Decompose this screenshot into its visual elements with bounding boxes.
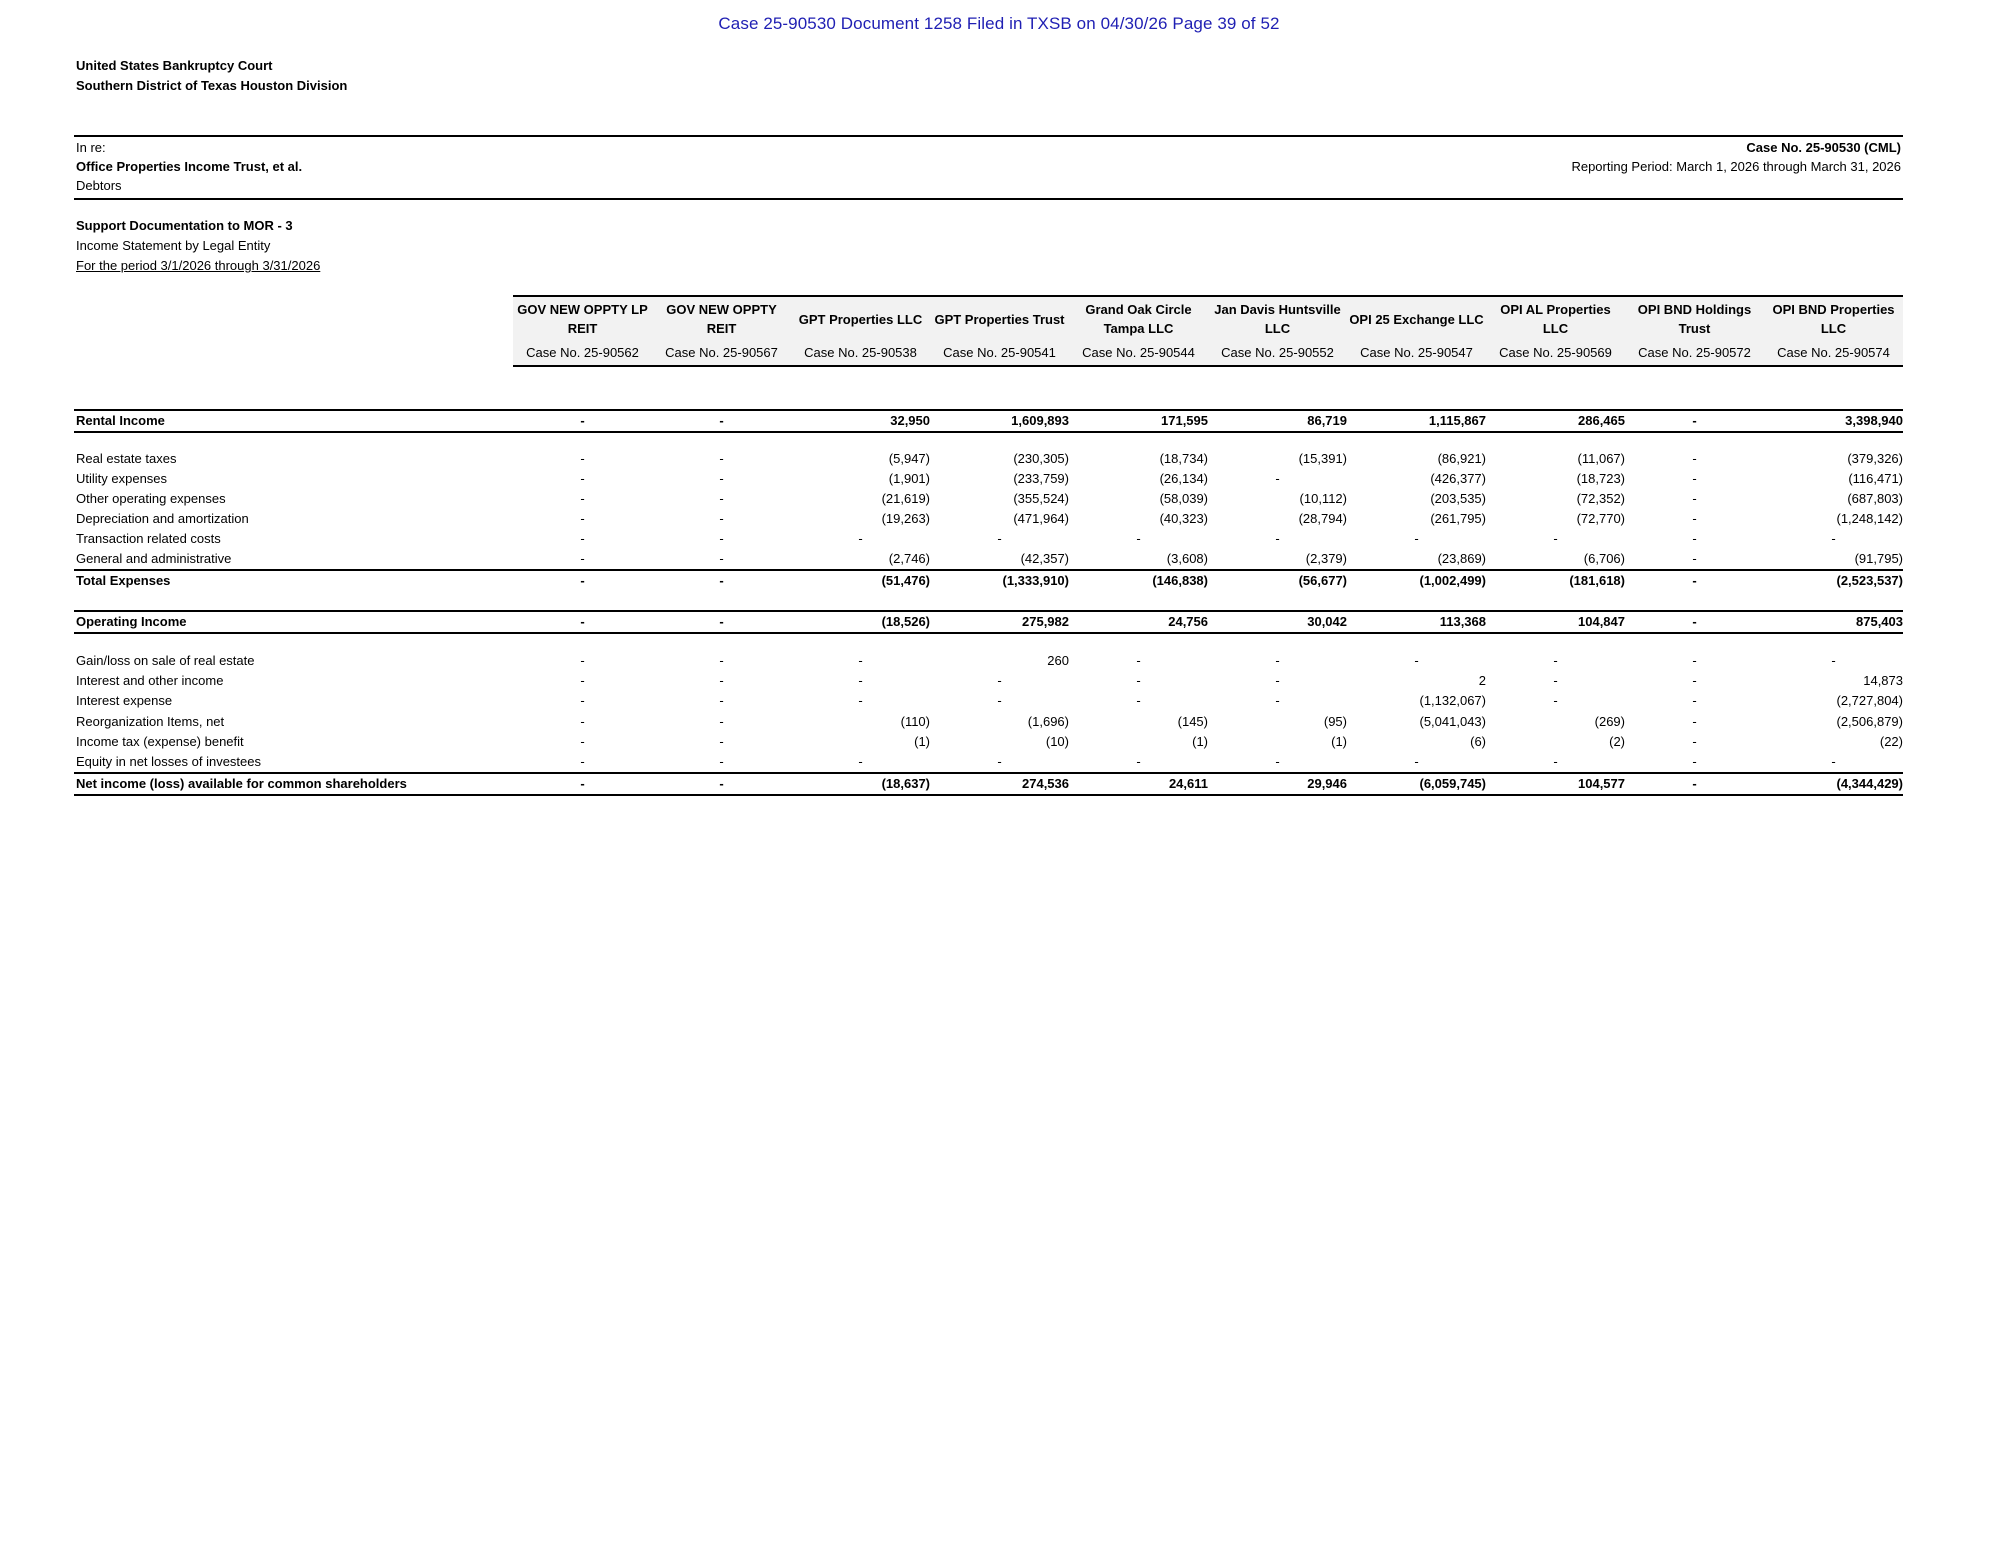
table-cell: (203,535) [1430,491,1486,506]
entity-name: OPI BND Holdings Trust [1637,302,1752,336]
support-subtitle: Income Statement by Legal Entity [76,238,271,253]
table-cell: (2,379) [1305,551,1347,566]
column-header [1208,297,1347,365]
entity-name: GPT Properties Trust [934,311,1065,327]
support-title: Support Documentation to MOR - 3 [76,218,293,233]
entity-name: GOV NEW OPPTY REIT [666,302,777,336]
table-cell: - [580,776,585,791]
table-row [74,671,1903,691]
entity-case-number: Case No. 25-90572 [1638,345,1751,360]
table-cell: (21,619) [881,491,930,506]
table-row [74,732,1903,752]
table-cell: 274,536 [1022,776,1069,791]
entity-case-number: Case No. 25-90562 [526,345,639,360]
in-re-block [74,135,1903,200]
table-cell: - [719,573,724,588]
table-cell: - [1692,734,1697,749]
table-cell: (2,523,537) [1836,573,1903,588]
entity-name: OPI AL Properties LLC [1500,302,1611,336]
column-header [1069,297,1208,365]
entity-case-number: Case No. 25-90574 [1777,345,1890,360]
entity-case-number: Case No. 25-90567 [665,345,778,360]
table-cell: - [1692,653,1697,668]
table-cell: (3,608) [1166,551,1208,566]
table-cell: - [580,693,585,708]
table-cell: (1,696) [1027,714,1069,729]
table-cell: - [580,573,585,588]
column-header [791,297,930,365]
court-name: United States Bankruptcy Court [76,58,273,73]
table-row [74,509,1903,529]
row-label: Total Expenses [76,573,171,588]
table-cell: 1,115,867 [1428,413,1486,428]
table-cell: (1) [914,734,930,749]
column-header [1347,297,1486,365]
table-cell: 275,982 [1022,614,1069,629]
table-cell: (72,352) [1576,491,1625,506]
table-cell: (2,746) [888,551,930,566]
row-label: Other operating expenses [76,491,226,506]
table-cell: (379,326) [1847,451,1903,466]
table-cell: - [1275,754,1280,769]
table-cell: - [719,471,724,486]
table-cell: - [1831,653,1836,668]
table-cell: (5,947) [888,451,930,466]
row-label: Income tax (expense) benefit [76,734,244,749]
table-cell: 24,756 [1168,614,1208,629]
table-cell: 3,398,940 [1845,413,1903,428]
table-cell: (110) [900,714,930,729]
table-cell: 29,946 [1307,776,1347,791]
table-row [74,529,1903,549]
table-cell: - [858,653,863,668]
table-cell: - [580,491,585,506]
table-cell: - [1692,471,1697,486]
table-cell: - [1692,413,1697,428]
in-re-label: In re: [76,140,106,155]
table-cell: 14,873 [1863,673,1903,688]
case-number: Case No. 25-90530 (CML) [1746,140,1901,155]
table-cell: (146,838) [1152,573,1208,588]
table-cell: (1,002,499) [1419,573,1486,588]
table-cell: (471,964) [1013,511,1069,526]
entity-name: GOV NEW OPPTY LP REIT [517,302,648,336]
table-cell: - [1692,451,1697,466]
support-header [76,216,320,276]
table-cell: - [580,754,585,769]
table-cell: (18,734) [1159,451,1208,466]
table-cell: (181,618) [1569,573,1625,588]
column-header [513,297,652,365]
table-row [74,610,1903,634]
table-row [74,772,1903,796]
column-headers [513,295,1903,367]
row-label: Operating Income [76,614,187,629]
table-cell: 286,465 [1578,413,1625,428]
table-cell: (1,248,142) [1836,511,1903,526]
entity-name: Jan Davis Huntsville LLC [1214,302,1341,336]
table-cell: - [719,673,724,688]
table-cell: 260 [1047,653,1069,668]
row-label: Depreciation and amortization [76,511,249,526]
table-cell: (28,794) [1298,511,1347,526]
table-cell: - [1414,531,1419,546]
entity-name: OPI 25 Exchange LLC [1349,311,1484,327]
table-cell: - [580,551,585,566]
reporting-period: Reporting Period: March 1, 2026 through March 31, 2026 [1571,159,1901,174]
table-cell: - [719,614,724,629]
entity-case-number: Case No. 25-90547 [1360,345,1473,360]
table-cell: - [580,471,585,486]
table-cell: (18,723) [1576,471,1625,486]
entity-name: GPT Properties LLC [798,311,923,327]
entity-case-number: Case No. 25-90541 [943,345,1056,360]
table-cell: - [1692,754,1697,769]
table-cell: - [580,531,585,546]
entity-case-number: Case No. 25-90569 [1499,345,1612,360]
table-row [74,489,1903,509]
table-cell: (26,134) [1159,471,1208,486]
table-cell: - [580,451,585,466]
row-label: Interest and other income [76,673,224,688]
in-re-left [76,138,302,195]
table-cell: - [1275,653,1280,668]
row-label: Gain/loss on sale of real estate [76,653,255,668]
table-cell: - [719,413,724,428]
table-cell: - [1692,491,1697,506]
table-cell: - [580,734,585,749]
table-cell: - [719,653,724,668]
table-cell: - [719,491,724,506]
debtor-name: Office Properties Income Trust, et al. [76,159,303,174]
table-cell: (42,357) [1020,551,1069,566]
table-cell: - [1553,693,1558,708]
table-cell: - [1553,754,1558,769]
table-cell: - [1692,551,1697,566]
table-cell: - [719,776,724,791]
table-cell: - [1692,614,1697,629]
table-cell: - [1136,673,1141,688]
table-cell: (233,759) [1013,471,1069,486]
table-row [74,752,1903,772]
table-cell: - [1692,693,1697,708]
table-cell: 30,042 [1307,614,1347,629]
table-row [74,449,1903,469]
table-cell: (56,677) [1298,573,1347,588]
table-cell: - [719,734,724,749]
table-cell: 104,847 [1578,614,1625,629]
column-header [930,297,1069,365]
table-cell: - [719,754,724,769]
table-cell: 171,595 [1161,413,1208,428]
table-cell: - [719,451,724,466]
table-cell: (19,263) [881,511,930,526]
table-cell: - [1692,673,1697,688]
table-cell: - [580,614,585,629]
table-cell: 32,950 [890,413,930,428]
table-cell: 24,611 [1168,776,1208,791]
table-cell: (2) [1609,734,1625,749]
table-cell: - [580,673,585,688]
table-cell: (6,706) [1583,551,1625,566]
table-cell: - [1136,531,1141,546]
table-cell: - [1275,531,1280,546]
table-cell: - [580,511,585,526]
table-cell: - [719,551,724,566]
filing-stamp: Case 25-90530 Document 1258 Filed in TXSB on 04/30/26 Page 39 of 52 [718,14,1280,33]
table-cell: - [997,693,1002,708]
table-cell: (11,067) [1577,451,1625,466]
court-header [76,56,347,96]
table-cell: - [1136,653,1141,668]
table-cell: - [858,531,863,546]
table-cell: (1,333,910) [1002,573,1069,588]
table-cell: - [1692,511,1697,526]
table-cell: 104,577 [1578,776,1625,791]
table-cell: - [580,714,585,729]
table-cell: (145) [1177,714,1208,729]
table-cell: - [1414,754,1419,769]
table-cell: 1,609,893 [1011,413,1069,428]
table-row [74,691,1903,711]
table-row [74,549,1903,569]
table-cell: (1,901) [888,471,930,486]
table-cell: (40,323) [1159,511,1208,526]
row-label: Utility expenses [76,471,168,486]
table-cell: (4,344,429) [1836,776,1903,791]
table-cell: (91,795) [1854,551,1903,566]
table-cell: - [719,693,724,708]
table-cell: (58,039) [1159,491,1208,506]
table-cell: (1,132,067) [1419,693,1486,708]
table-cell: (2,506,879) [1836,714,1903,729]
table-cell: (6) [1470,734,1486,749]
table-cell: (355,524) [1013,491,1069,506]
table-cell: (6,059,745) [1419,776,1486,791]
table-cell: (72,770) [1576,511,1625,526]
table-cell: (230,305) [1013,451,1069,466]
table-cell: (1) [1331,734,1347,749]
entity-case-number: Case No. 25-90538 [804,345,917,360]
row-label: Transaction related costs [76,531,221,546]
court-district: Southern District of Texas Houston Division [76,78,348,93]
table-cell: - [1692,776,1697,791]
table-cell: (116,471) [1848,471,1903,486]
table-cell: - [997,531,1002,546]
row-label: Net income (loss) available for common shareholders [76,776,407,791]
table-cell: - [1136,693,1141,708]
entity-name: OPI BND Properties LLC [1772,302,1895,336]
row-label: Equity in net losses of investees [76,754,261,769]
table-cell: (261,795) [1430,511,1486,526]
table-row [74,569,1903,591]
column-header [1764,297,1903,365]
table-cell: (426,377) [1430,471,1486,486]
table-cell: - [719,531,724,546]
entity-name: Grand Oak Circle Tampa LLC [1085,302,1192,336]
table-cell: (95) [1323,714,1347,729]
table-cell: - [858,754,863,769]
table-row [74,409,1903,433]
row-label: Real estate taxes [76,451,177,466]
table-cell: - [1831,531,1836,546]
table-cell: - [1275,673,1280,688]
table-cell: - [1414,653,1419,668]
in-re-right [1571,138,1901,176]
table-cell: (2,727,804) [1836,693,1903,708]
entity-case-number: Case No. 25-90552 [1221,345,1334,360]
table-cell: - [858,673,863,688]
table-cell: (22) [1879,734,1903,749]
table-cell: (687,803) [1847,491,1903,506]
table-row [74,651,1903,671]
table-cell: 875,403 [1856,614,1903,629]
column-header [1625,297,1764,365]
table-cell: (1) [1192,734,1208,749]
row-label: Reorganization Items, net [76,714,225,729]
entity-case-number: Case No. 25-90544 [1082,345,1195,360]
table-cell: - [1553,653,1558,668]
table-cell: (10) [1045,734,1069,749]
table-cell: - [719,714,724,729]
table-cell: - [1553,673,1558,688]
table-cell: (10,112) [1299,491,1347,506]
table-cell: (51,476) [881,573,930,588]
table-cell: (15,391) [1298,451,1347,466]
table-cell: - [1692,573,1697,588]
row-label: General and administrative [76,551,232,566]
table-cell: - [997,754,1002,769]
table-cell: - [580,653,585,668]
table-cell: - [858,693,863,708]
debtors-label: Debtors [76,178,122,193]
table-cell: - [1136,754,1141,769]
table-cell: - [1553,531,1558,546]
support-period: For the period 3/1/2026 through 3/31/2026 [76,258,321,273]
table-cell: (18,526) [881,614,930,629]
table-cell: (5,041,043) [1419,714,1486,729]
row-label: Rental Income [76,413,165,428]
column-header [1486,297,1625,365]
table-cell: (23,869) [1437,551,1486,566]
row-label: Interest expense [76,693,173,708]
table-cell: (18,637) [881,776,930,791]
table-cell: - [1692,531,1697,546]
table-row [74,712,1903,732]
table-cell: - [1692,714,1697,729]
table-cell: - [1831,754,1836,769]
table-cell: - [997,673,1002,688]
table-cell: - [719,511,724,526]
table-cell: (86,921) [1437,451,1486,466]
table-cell: - [580,413,585,428]
table-cell: 86,719 [1307,413,1347,428]
table-cell: - [1275,693,1280,708]
table-row [74,469,1903,489]
table-cell: 2 [1478,673,1486,688]
column-header [652,297,791,365]
table-cell: 113,368 [1439,614,1486,629]
table-cell: - [1275,471,1280,486]
table-cell: (269) [1594,714,1625,729]
